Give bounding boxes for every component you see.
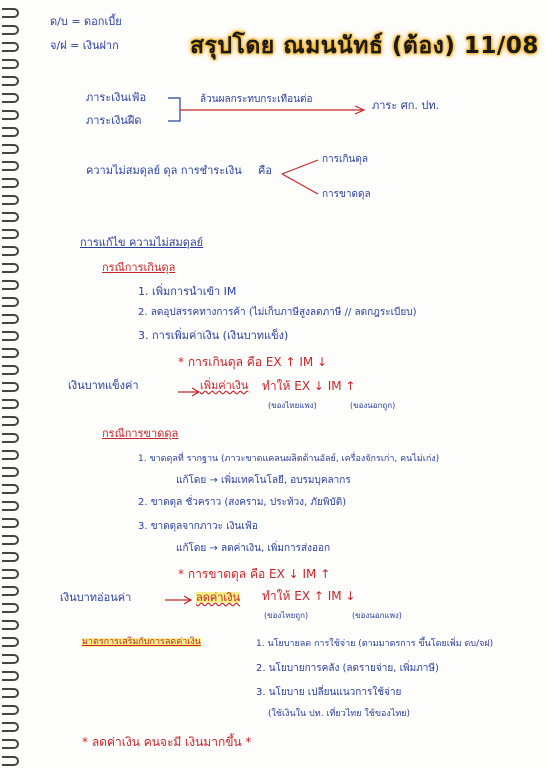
deficit-item-2: 2. ขาดดุล ชั่วคราว (สงคราม, ประท้วง, ภัยพิบัติ) xyxy=(138,497,347,508)
deficit-fix-3: แก้โดย → ลดค่าเงิน, เพิ่มการส่งออก xyxy=(176,543,331,554)
measure-item-3: 3. นโยบาย เปลี่ยนแนวการใช้จ่าย xyxy=(256,687,402,698)
measure-item-3-note: (ใช้เงินใน ปท. เที่ยวไทย ใช้ของไทย) xyxy=(268,709,411,719)
surplus-definition: * การเกินดุล คือ EX ↑ IM ↓ xyxy=(178,355,328,369)
effect-label: ล้วนผลกระทบกระเทือนต่อ xyxy=(200,94,313,105)
deficit-item-3: 3. ขาดดุลจากภาวะ เงินเฟ้อ xyxy=(138,521,258,532)
surplus-heading: กรณีการเกินดุล xyxy=(102,261,176,274)
lower-currency: ลดค่าเงิน xyxy=(196,591,241,604)
deficit-definition: * การขาดดุล คือ EX ↓ IM ↑ xyxy=(178,567,331,581)
surplus-label: การเกินดุล xyxy=(322,154,368,165)
deficit-label: การขาดดุล xyxy=(322,189,371,200)
deficit-im-note: (ของนอกแพง) xyxy=(352,611,402,620)
inflation-label: ภาระเงินเฟ้อ xyxy=(86,91,147,104)
page-title: สรุปโดย ณมนนัทธ์ (ต้อง) 11/08 xyxy=(190,33,539,59)
surplus-item-2: 2. ลดอุปสรรคทางการค้า (ไม่เก็บภาษีสูงลดภาษี // ลดกฎระเบียบ) xyxy=(138,307,417,318)
is-label: คือ xyxy=(258,164,272,177)
measure-item-1: 1. นโยบายลด การใช้จ่าย (ตามมาตรการ ขึ้นโดยเพิ่ม ดบ/จฝ) xyxy=(256,639,494,649)
fix-heading: การแก้ไข ความไม่สมดุลย์ xyxy=(80,236,204,249)
legend-interest: ด/บ = ดอกเบี้ย xyxy=(50,15,122,28)
measures-heading: มาตรการเสริมกับการลดค่าเงิน xyxy=(82,637,201,647)
surplus-result: ทำให้ EX ↓ IM ↑ xyxy=(262,379,356,393)
economy-label: ภาระ ศก. ปท. xyxy=(372,99,440,112)
baht-weak-note: เงินบาทอ่อนค่า xyxy=(60,591,132,604)
baht-strong-note: เงินบาทแข็งค่า xyxy=(68,379,139,392)
raise-currency: เพิ่มค่าเงิน xyxy=(200,379,249,392)
imbalance-label: ความไม่สมดุลย์ ดุล การชำระเงิน xyxy=(86,164,242,177)
deficit-heading: กรณีการขาดดุล xyxy=(102,427,179,440)
deficit-ex-note: (ของไทยถูก) xyxy=(264,611,309,620)
deficit-fix-1: แก้โดย → เพิ่มเทคโนโลยี, อบรมบุคลากร xyxy=(176,475,351,486)
deficit-result: ทำให้ EX ↑ IM ↓ xyxy=(262,589,356,603)
surplus-ex-note: (ของไทยแพง) xyxy=(268,401,317,410)
footer-note: * ลดค่าเงิน คนจะมี เงินมากขึ้น * xyxy=(82,735,252,749)
legend-deposit: จ/ฝ = เงินฝาก xyxy=(50,39,119,52)
deficit-item-1: 1. ขาดดุลที่ รากฐาน (ภาวะขาดแคลนผลิตด้านอัลย์, เครื่องจักรเก่า, คนไม่เก่ง) xyxy=(138,454,440,464)
measure-item-2: 2. นโยบายการคลัง (ลดรายจ่าย, เพิ่มภาษี) xyxy=(256,663,439,674)
surplus-im-note: (ของนอกถูก) xyxy=(350,401,396,410)
surplus-item-3: 3. การเพิ่มค่าเงิน (เงินบาทแข็ง) xyxy=(138,329,289,342)
surplus-item-1: 1. เพิ่มการนำเข้า IM xyxy=(138,285,237,298)
deflation-label: ภาระเงินฝืด xyxy=(86,114,142,127)
